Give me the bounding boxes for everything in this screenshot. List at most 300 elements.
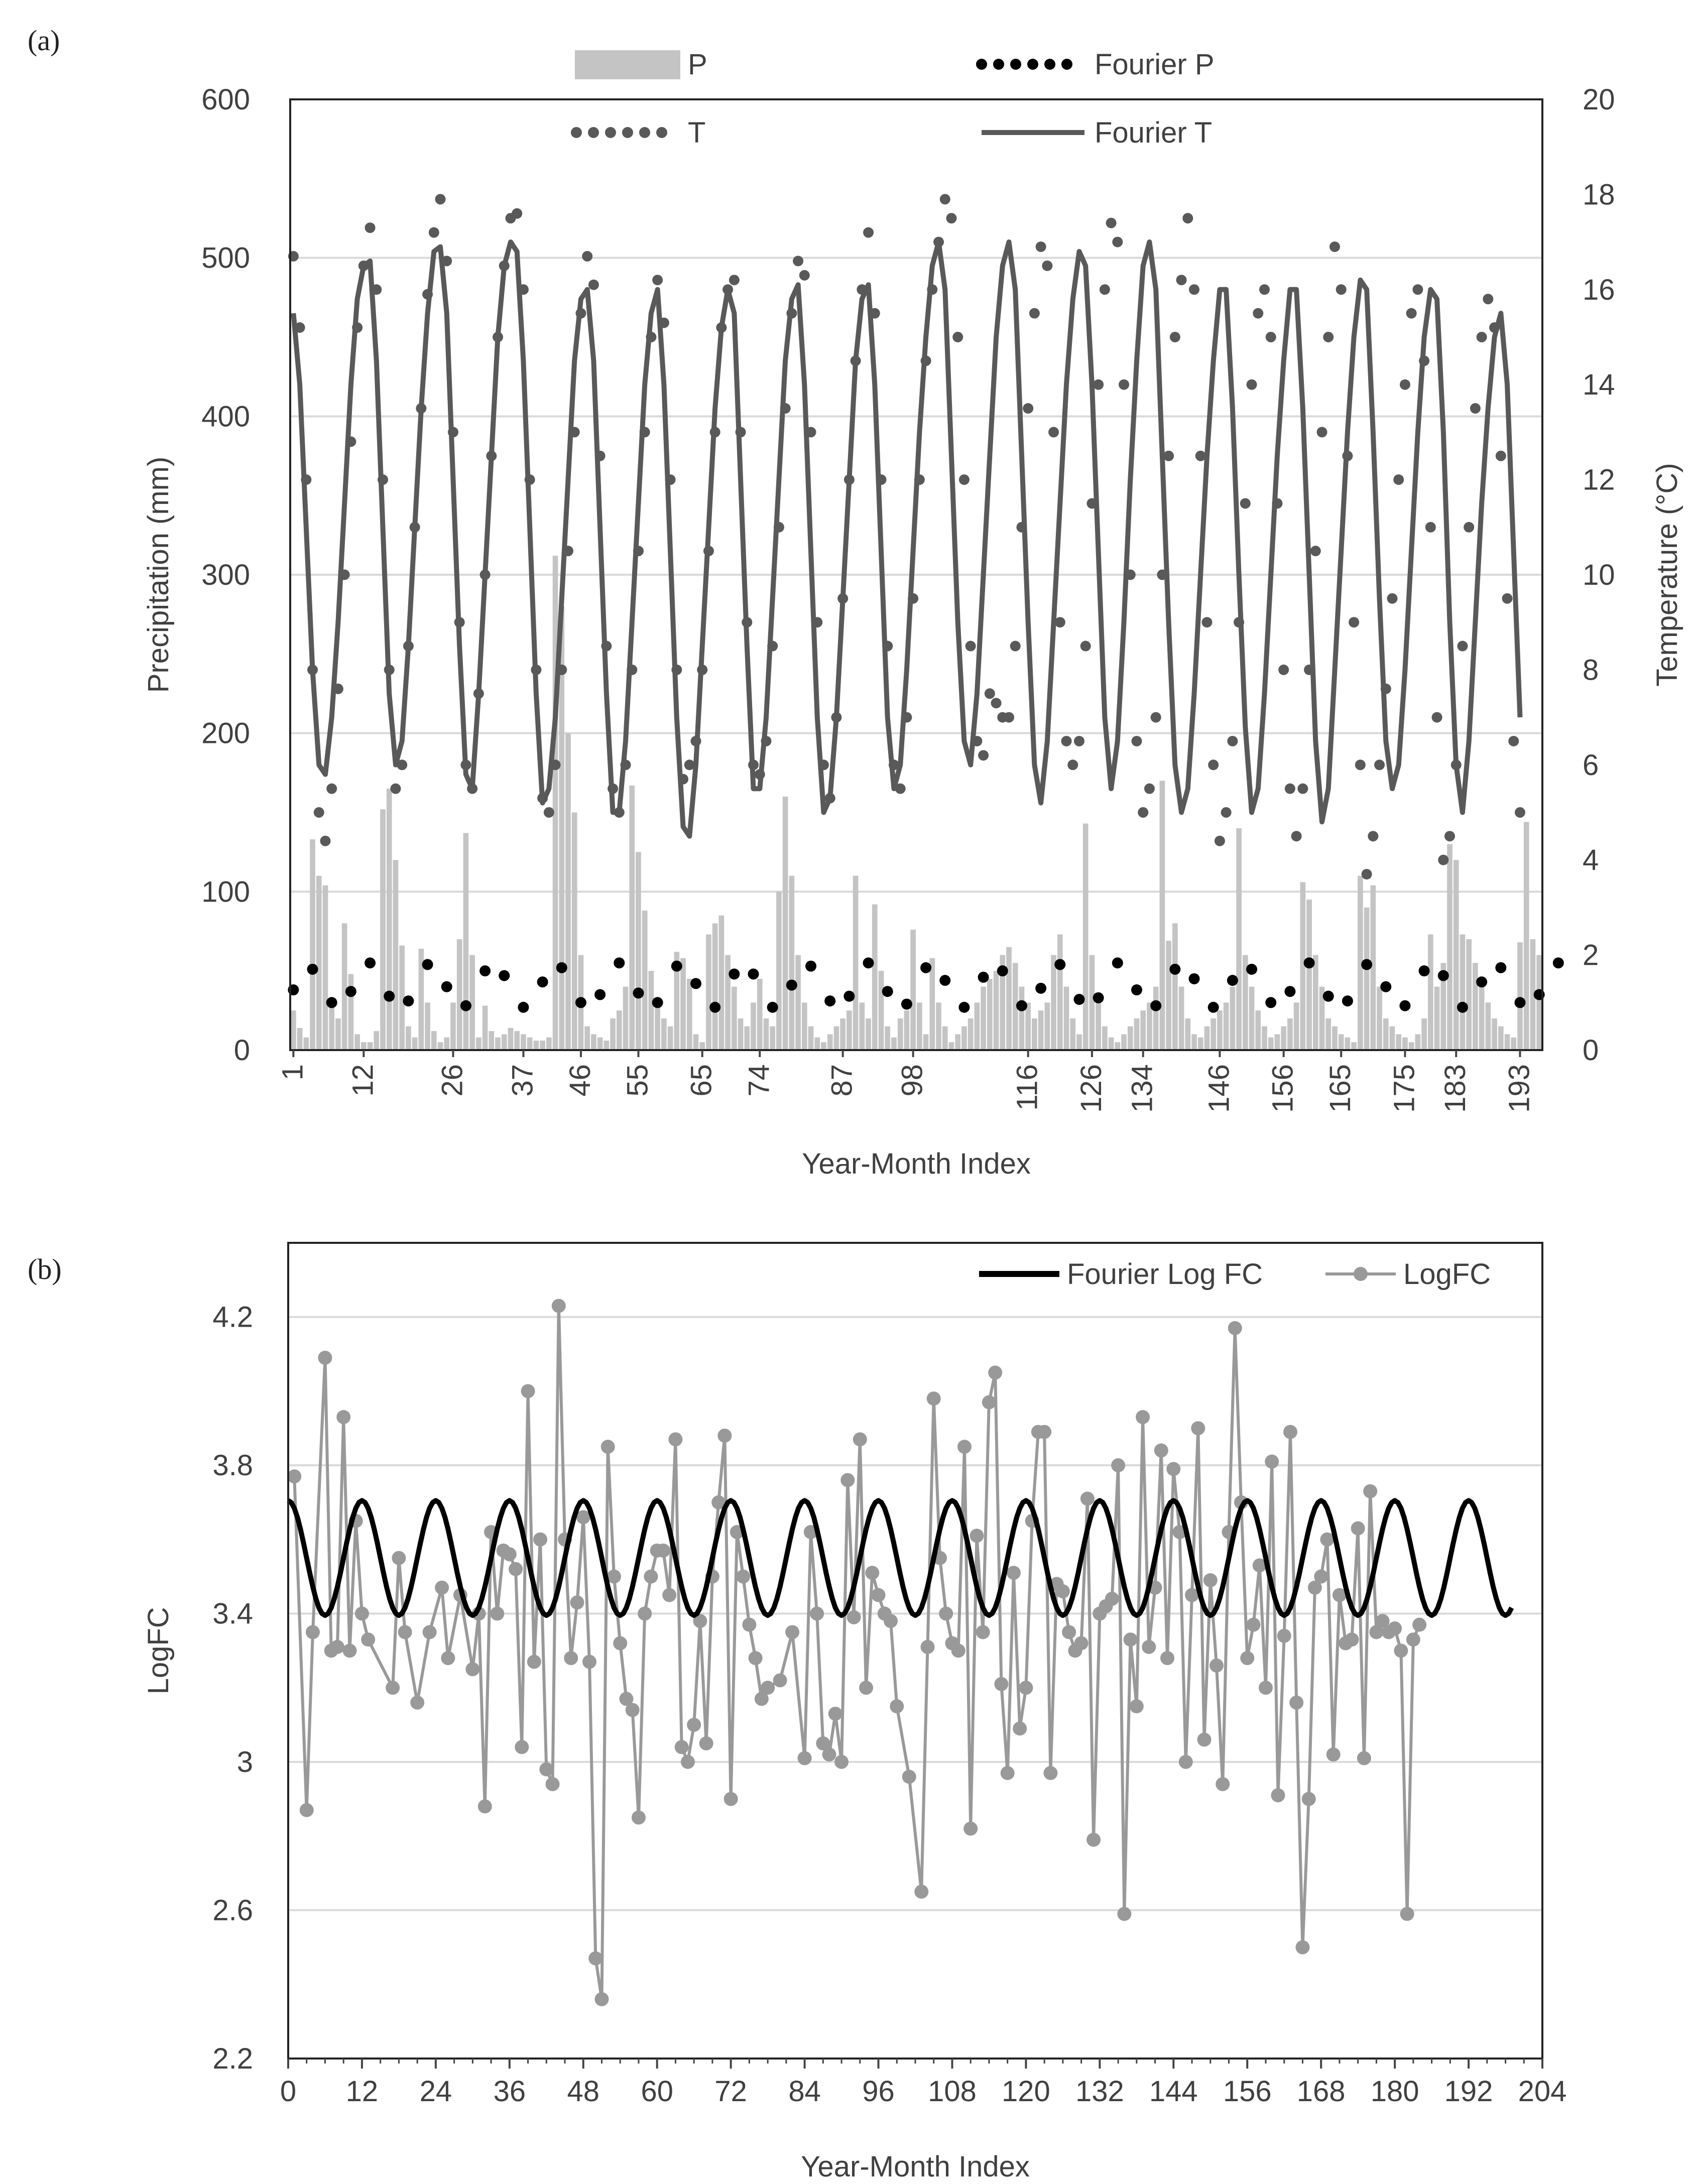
temperature-point — [985, 688, 995, 699]
logfc-point — [1013, 1722, 1027, 1736]
temperature-point — [831, 712, 841, 723]
temperature-point — [307, 665, 318, 675]
precipitation-bar — [1109, 1038, 1114, 1050]
temperature-point — [716, 322, 727, 333]
precipitation-bar — [981, 987, 986, 1050]
y-tick-label: 3.8 — [212, 1449, 253, 1482]
precipitation-bar — [291, 1010, 296, 1050]
precipitation-bar — [1517, 942, 1523, 1050]
logfc-point — [963, 1822, 978, 1836]
y-tick-label: 3 — [236, 1746, 253, 1779]
precipitation-bar — [1115, 1042, 1120, 1050]
precipitation-bar — [1090, 955, 1095, 1050]
temperature-point — [774, 522, 784, 533]
x-tick-label: 12 — [345, 2075, 379, 2108]
logfc-point — [736, 1570, 750, 1584]
temperature-point — [933, 237, 944, 247]
precipitation-bar — [354, 1034, 360, 1050]
logfc-point — [306, 1625, 320, 1639]
temperature-point — [1515, 807, 1525, 818]
x-tick-label: 134 — [1126, 1064, 1159, 1113]
temperature-point — [588, 280, 599, 290]
legend-label-logfc: LogFC — [1403, 1258, 1491, 1291]
precipitation-bar — [597, 1038, 603, 1050]
logfc-point — [1154, 1444, 1168, 1458]
temperature-point — [1201, 617, 1212, 627]
logfc-point — [1037, 1425, 1051, 1439]
precipitation-bar — [463, 833, 469, 1050]
logfc-point — [853, 1432, 867, 1446]
precipitation-bar — [1492, 1018, 1497, 1050]
legend-label-fourier-p: Fourier P — [1095, 48, 1215, 81]
temperature-point — [652, 275, 663, 285]
logfc-point — [982, 1395, 996, 1409]
fourier-p-point — [786, 980, 797, 991]
fourier-p-point — [1054, 959, 1065, 970]
legend-swatch-fourier-p — [976, 59, 987, 70]
precipitation-bar — [425, 1002, 430, 1050]
logfc-point — [1043, 1766, 1057, 1780]
logfc-point — [1400, 1907, 1414, 1921]
temperature-point — [621, 759, 631, 770]
temperature-point — [403, 641, 414, 652]
y-tick-label: 4.2 — [212, 1301, 253, 1334]
temperature-point — [295, 322, 305, 333]
temperature-point — [665, 474, 676, 485]
temperature-point — [959, 474, 970, 485]
logfc-point — [1197, 1733, 1212, 1747]
precipitation-bar — [617, 1010, 622, 1050]
precipitation-bar — [1294, 1002, 1299, 1050]
precipitation-bar — [738, 1018, 744, 1050]
precipitation-bar — [1421, 1018, 1427, 1050]
precipitation-bar — [1038, 1010, 1044, 1050]
precipitation-bar — [1160, 781, 1165, 1050]
precipitation-bar — [898, 1018, 903, 1050]
logfc-point — [287, 1469, 301, 1483]
temperature-point — [1144, 784, 1155, 794]
temperature-point — [575, 308, 586, 319]
precipitation-bar — [1070, 1018, 1075, 1050]
precipitation-bar — [732, 987, 737, 1050]
precipitation-bar — [1064, 987, 1069, 1050]
fourier-t-path — [293, 242, 1520, 836]
logfc-point — [1271, 1788, 1285, 1803]
precipitation-bar — [668, 1026, 673, 1050]
logfc-point — [957, 1440, 972, 1454]
x-tick-label: 84 — [788, 2075, 821, 2108]
precipitation-bar — [495, 1038, 501, 1050]
logfc-point — [1130, 1699, 1144, 1713]
precipitation-bar — [1198, 1038, 1203, 1050]
precipitation-bar — [502, 1034, 507, 1050]
fourier-p-point — [1035, 983, 1046, 994]
temperature-point — [895, 784, 906, 794]
temperature-point — [1100, 284, 1110, 295]
fourier-p-point — [1112, 957, 1123, 968]
logfc-point — [533, 1532, 547, 1547]
logfc-point — [435, 1581, 449, 1595]
temperature-point — [1496, 451, 1506, 461]
temperature-point — [1023, 403, 1033, 414]
logfc-point — [1074, 1636, 1089, 1650]
legend-swatch-logfc-point — [1354, 1267, 1368, 1281]
precipitation-bar — [719, 916, 724, 1050]
precipitation-bar — [412, 1038, 418, 1050]
temperature-point — [1266, 332, 1276, 342]
logfc-point — [1216, 1777, 1230, 1791]
precipitation-bar — [847, 1010, 852, 1050]
y-tick-label-left: 300 — [201, 559, 250, 591]
x-tick-label: 175 — [1388, 1064, 1421, 1113]
logfc-point — [521, 1384, 535, 1398]
temperature-point — [1048, 427, 1059, 437]
precipitation-bar — [802, 1002, 807, 1050]
y-axis-title-left: Precipitation (mm) — [142, 456, 175, 693]
fourier-p-point — [384, 991, 395, 1002]
precipitation-bar — [904, 1010, 910, 1050]
temperature-point — [448, 427, 458, 437]
y-tick-label-left: 500 — [201, 241, 250, 275]
temperature-point — [595, 451, 606, 461]
precipitation-bar — [1147, 1002, 1152, 1050]
logfc-point — [884, 1614, 898, 1628]
fourier-p-point — [901, 998, 912, 1009]
logfc-point — [890, 1699, 904, 1713]
precipitation-bar — [1498, 1026, 1504, 1050]
logfc-point — [1351, 1521, 1365, 1535]
temperature-point — [582, 251, 592, 262]
precipitation-bar — [942, 1026, 948, 1050]
logfc-point — [865, 1566, 879, 1580]
logfc-point — [761, 1681, 775, 1695]
temperature-point — [1138, 807, 1148, 818]
temperature-point — [550, 759, 561, 770]
fourier-p-point — [1361, 959, 1372, 970]
temperature-point — [729, 275, 740, 285]
x-tick-label: 116 — [1011, 1064, 1044, 1111]
logfc-point — [1062, 1625, 1076, 1639]
temperature-point — [301, 474, 311, 485]
temperature-point — [1125, 570, 1136, 580]
legend-swatch-t — [588, 127, 599, 138]
x-tick-label: 156 — [1266, 1064, 1299, 1113]
fourier-p-point — [920, 962, 931, 973]
logfc-point — [330, 1640, 344, 1654]
precipitation-bar — [342, 923, 347, 1050]
temperature-point — [1317, 427, 1327, 437]
temperature-point — [1259, 284, 1270, 295]
temperature-point — [876, 474, 887, 485]
precipitation-bar — [387, 789, 392, 1050]
temperature-point — [1074, 736, 1084, 746]
temperature-point — [435, 194, 446, 204]
fourier-p-point — [843, 991, 855, 1002]
logfc-point — [828, 1707, 842, 1721]
fourier-p-point — [1514, 997, 1525, 1008]
temperature-point — [518, 284, 529, 295]
temperature-point — [473, 688, 484, 699]
temperature-point — [326, 784, 337, 794]
logfc-point — [840, 1473, 855, 1487]
temperature-point — [908, 593, 918, 604]
logfc-point — [699, 1736, 713, 1750]
fourier-p-point — [671, 961, 682, 972]
temperature-point — [1010, 641, 1021, 652]
temperature-point — [1151, 712, 1161, 723]
precipitation-bar — [303, 1038, 309, 1050]
temperature-point — [1362, 869, 1372, 879]
temperature-point — [755, 769, 765, 780]
precipitation-bar — [1454, 860, 1459, 1050]
logfc-point — [687, 1718, 701, 1732]
fourier-p-point — [518, 1002, 529, 1013]
x-tick-label: 37 — [506, 1064, 539, 1097]
temperature-point — [736, 427, 746, 437]
precipitation-bar — [489, 1031, 494, 1050]
precipitation-bar — [1428, 935, 1433, 1050]
logfc-point — [1124, 1632, 1138, 1646]
temperature-point — [1342, 451, 1353, 461]
temperature-point — [627, 665, 637, 675]
logfc-point — [1166, 1462, 1180, 1476]
temperature-point — [531, 665, 541, 675]
fourier-p-point — [1227, 975, 1238, 986]
logfc-point — [834, 1755, 849, 1769]
temperature-point — [1157, 570, 1167, 580]
precipitation-bar — [553, 556, 558, 1050]
temperature-point — [793, 255, 803, 266]
logfc-point — [939, 1607, 953, 1621]
logfc-point — [386, 1681, 400, 1695]
precipitation-bar — [323, 885, 328, 1050]
precipitation-bar — [1447, 844, 1453, 1050]
fourier-p-point — [690, 978, 701, 989]
y-tick-label-right: 16 — [1583, 273, 1615, 306]
logfc-point — [724, 1792, 738, 1806]
fourier-p-point — [1284, 986, 1295, 997]
precipitation-bar — [1396, 1034, 1401, 1050]
y-tick-label-right: 10 — [1583, 559, 1615, 591]
precipitation-bar — [712, 923, 718, 1050]
y-tick-label: 3.4 — [212, 1597, 253, 1630]
precipitation-bar — [1045, 1002, 1050, 1050]
x-tick-label: 87 — [825, 1064, 859, 1097]
precipitation-bar — [546, 1038, 552, 1050]
precipitation-bar — [508, 1028, 514, 1050]
fourier-p-point — [805, 961, 816, 972]
temperature-point — [1042, 261, 1052, 271]
logfc-point — [902, 1770, 916, 1784]
logfc-point — [515, 1740, 529, 1754]
temperature-point — [1400, 379, 1410, 390]
temperature-point — [825, 793, 835, 804]
precipitation-bar — [540, 1041, 545, 1050]
temperature-point — [1406, 308, 1417, 319]
temperature-point — [722, 284, 733, 295]
x-tick-label: 74 — [743, 1064, 776, 1097]
temperature-point — [1240, 498, 1251, 508]
precipitation-bar — [910, 930, 916, 1050]
temperature-point — [1176, 275, 1187, 285]
precipitation-bar — [1306, 900, 1312, 1050]
fourier-p-point — [1246, 964, 1257, 975]
x-tick-label: 65 — [685, 1064, 718, 1097]
temperature-point — [1215, 836, 1225, 846]
temperature-point — [972, 736, 982, 746]
temperature-point — [569, 427, 580, 437]
temperature-point — [512, 208, 522, 219]
panel-a-label: (a) — [28, 24, 60, 57]
temperature-point — [1061, 736, 1072, 746]
temperature-point — [371, 284, 382, 295]
temperature-point — [544, 807, 554, 818]
precipitation-bar — [1128, 1026, 1133, 1050]
y-tick-label-right: 20 — [1583, 83, 1615, 116]
logfc-point — [398, 1625, 412, 1639]
temperature-point — [556, 665, 567, 675]
temperature-point — [397, 759, 407, 770]
temperature-point — [684, 759, 695, 770]
y-tick-label-right: 6 — [1583, 748, 1599, 782]
precipitation-bar — [444, 1038, 449, 1050]
temperature-point — [786, 308, 797, 319]
precipitation-bar — [521, 1034, 526, 1050]
precipitation-bar — [1345, 1038, 1351, 1050]
logfc-point — [570, 1595, 584, 1609]
fourier-p-point — [1399, 1000, 1410, 1011]
precipitation-bar — [1434, 987, 1440, 1050]
precipitation-bar — [636, 852, 641, 1050]
temperature-point — [1432, 712, 1442, 723]
chart-precip-temperature — [142, 48, 1683, 1180]
temperature-point — [1119, 379, 1129, 390]
logfc-point — [668, 1432, 682, 1446]
temperature-point — [703, 546, 714, 556]
precipitation-bar — [361, 1042, 367, 1050]
temperature-point — [882, 641, 893, 652]
precipitation-bar — [1511, 1038, 1516, 1050]
y-tick-label-right: 18 — [1583, 178, 1615, 211]
x-tick-label: 146 — [1202, 1064, 1236, 1113]
fourier-p-point — [997, 965, 1008, 976]
x-tick-label: 98 — [896, 1064, 929, 1097]
temperature-point — [1412, 284, 1423, 295]
precipitation-bar — [661, 1018, 667, 1050]
precipitation-bars — [291, 556, 1542, 1050]
logfc-point — [1191, 1421, 1205, 1435]
precipitation-bar — [1377, 987, 1382, 1050]
temperature-point — [671, 665, 682, 675]
x-tick-label: 46 — [563, 1064, 596, 1097]
logfc-point — [509, 1562, 523, 1576]
precipitation-bar — [623, 987, 629, 1050]
x-tick-label: 36 — [493, 2075, 526, 2108]
fourier-p-point — [537, 976, 548, 987]
precipitation-bar — [859, 1002, 865, 1050]
logfc-point — [626, 1703, 640, 1717]
fourier-p-point — [575, 997, 586, 1008]
x-tick-label: 0 — [280, 2075, 297, 2108]
precipitation-bar — [380, 809, 386, 1050]
logfc-point — [1357, 1751, 1371, 1765]
fourier-p-point — [978, 972, 989, 983]
fourier-p-point — [1189, 973, 1200, 984]
precipitation-bar — [680, 958, 686, 1050]
fourier-p-point — [345, 986, 356, 997]
precipitation-bar — [1262, 1026, 1267, 1050]
temperature-point — [1457, 641, 1468, 652]
x-tick-label: 132 — [1075, 2075, 1124, 2108]
precipitation-bar — [725, 955, 731, 1050]
precipitation-bar — [929, 958, 935, 1050]
temperature-point — [1502, 593, 1513, 604]
fourier-p-point — [499, 970, 510, 981]
logfc-point — [798, 1751, 812, 1765]
fourier-p-point — [748, 968, 759, 979]
logfc-point — [1007, 1566, 1021, 1580]
precipitation-bar — [1224, 1002, 1229, 1050]
logfc-point — [1136, 1410, 1150, 1424]
precipitation-bar — [1032, 1018, 1037, 1050]
logfc-point — [1240, 1651, 1254, 1665]
precipitation-bar — [514, 1031, 520, 1050]
precipitation-bar — [1166, 941, 1171, 1050]
temperature-point — [429, 227, 439, 238]
temperature-point — [1285, 784, 1295, 794]
precipitation-bar — [1076, 1034, 1082, 1050]
logfc-point — [582, 1655, 596, 1669]
x-tick-label: 156 — [1223, 2075, 1272, 2108]
fourier-p-point — [709, 1002, 720, 1013]
temperature-point — [946, 213, 956, 223]
legend-swatch-t — [605, 127, 616, 138]
precipitation-bar — [987, 979, 993, 1050]
logfc-point — [1142, 1640, 1156, 1654]
precipitation-bar — [393, 860, 399, 1050]
y-tick-label-left: 0 — [233, 1034, 250, 1067]
logfc-point — [675, 1740, 689, 1754]
logfc-point — [822, 1747, 836, 1761]
logfc-point — [1406, 1632, 1420, 1646]
precipitation-bar — [776, 891, 782, 1050]
logfc-point — [465, 1662, 479, 1676]
temperature-point — [1016, 522, 1027, 533]
x-tick-label: 72 — [714, 2075, 747, 2108]
y-tick-label-left: 200 — [201, 717, 250, 750]
legend — [979, 1258, 1491, 1291]
y-tick-label-right: 8 — [1583, 654, 1599, 687]
precipitation-bar — [1351, 1042, 1357, 1050]
logfc-point — [927, 1391, 941, 1405]
fourier-p-point — [1553, 957, 1564, 968]
x-tick-label: 168 — [1296, 2075, 1346, 2108]
fourier-p-point — [767, 1002, 778, 1013]
precipitation-bar — [1460, 935, 1466, 1050]
temperature-point — [978, 750, 989, 760]
precipitation-bar — [348, 974, 354, 1050]
fourier-p-point — [1342, 995, 1353, 1006]
logfc-point — [564, 1651, 578, 1665]
logfc-point — [717, 1429, 732, 1443]
logfc-point — [342, 1644, 356, 1658]
temperature-point — [921, 355, 931, 366]
x-tick-label: 48 — [567, 2075, 600, 2108]
precipitation-bar — [1249, 987, 1255, 1050]
temperature-point — [857, 284, 867, 295]
precipitation-bar — [316, 876, 322, 1050]
precipitation-bar — [584, 1026, 590, 1050]
